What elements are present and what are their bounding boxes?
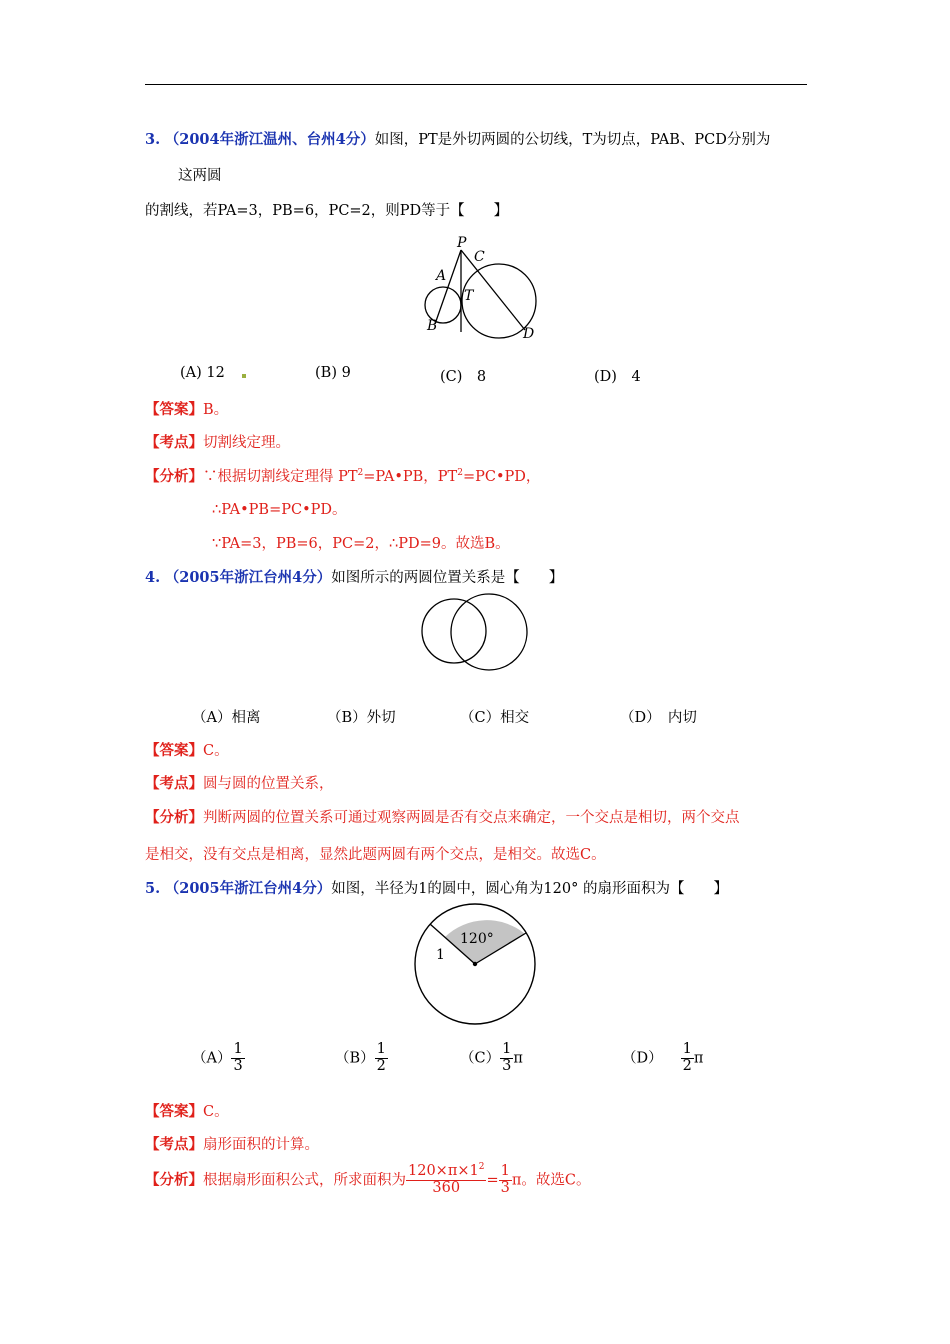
formula-numerator: 120×π×1 [408, 1163, 479, 1179]
q4-analysis-line2: 是相交，没有交点是相离，显然此题两圆有两个交点，是相交。故选C。 [145, 847, 606, 863]
question-4-stem [145, 566, 563, 587]
q4-answer [145, 739, 229, 760]
question-text: 如图所示的两圆位置关系是【 】 [331, 570, 564, 586]
question-number: 5. [145, 880, 161, 897]
fraction [375, 1042, 388, 1075]
question-3-stem-line3: 的割线，若PA=3，PB=6，PC=2，则PD等于【 】 [145, 203, 509, 219]
question-number: 4. [145, 569, 161, 586]
question-text: 如图，半径为1的圆中，圆心角为120° 的扇形面积为【 】 [331, 881, 728, 897]
option-b [335, 1042, 388, 1075]
option-label: （D） [622, 1050, 663, 1067]
superscript: 2 [357, 468, 364, 479]
pi-symbol: π [693, 1050, 704, 1067]
point-text: 圆与圆的位置关系， [203, 776, 334, 792]
label-C: C [474, 249, 485, 265]
option-c: （C）相交 [460, 710, 530, 726]
option-d: (D) 4 [594, 369, 641, 385]
fraction [231, 1042, 244, 1075]
q3-analysis-line2: ∴PA•PB=PC•PD。 [212, 502, 347, 518]
analysis-tag: 【分析】 [145, 468, 203, 485]
label-B: B [427, 318, 438, 334]
result-denominator: 3 [500, 1179, 510, 1196]
q4-analysis-line1 [145, 806, 740, 827]
answer-text: C。 [203, 743, 229, 759]
denominator: 3 [233, 1057, 243, 1074]
option-a: (A) 12 [180, 365, 225, 381]
fraction [681, 1042, 694, 1075]
analysis-end: 。故选C。 [521, 1172, 591, 1189]
option-b: （B）外切 [327, 710, 396, 726]
option-c [460, 1042, 523, 1075]
numerator: 1 [376, 1041, 386, 1057]
option-a [192, 1042, 245, 1075]
result-numerator: 1 [500, 1163, 510, 1179]
analysis-text: 判断两圆的位置关系可通过观察两圆是否有交点来确定，一个交点是相切，两个交点 [203, 810, 740, 826]
option-label: （C） [460, 1050, 501, 1067]
q3-analysis-line1 [145, 465, 540, 486]
header-rule [145, 84, 807, 85]
answer-tag: 【答案】 [145, 401, 203, 418]
q3-point [145, 431, 290, 452]
option-label: （A） [192, 1050, 232, 1067]
point-tag: 【考点】 [145, 1136, 203, 1153]
q5-analysis [145, 1164, 591, 1197]
equals-sign: = [486, 1172, 499, 1189]
label-T: T [464, 288, 474, 304]
formula-denominator: 360 [432, 1179, 461, 1196]
numerator: 1 [233, 1041, 243, 1057]
formula-fraction [406, 1164, 486, 1197]
denominator: 3 [502, 1057, 512, 1074]
point-text: 切割线定理。 [203, 435, 290, 451]
analysis-segment: ∵根据切割线定理得 PT [203, 469, 358, 485]
q4-point [145, 772, 334, 793]
stray-dot [242, 374, 246, 378]
result-fraction [499, 1164, 512, 1197]
q5-figure [408, 902, 543, 1030]
label-A: A [436, 268, 447, 284]
label-P: P [457, 235, 467, 251]
point-tag: 【考点】 [145, 434, 203, 451]
fraction [500, 1042, 513, 1075]
question-3-stem [145, 128, 770, 149]
option-c: (C) 8 [440, 369, 487, 385]
answer-text: C。 [203, 1104, 229, 1120]
question-source: （2005年浙江台州4分） [164, 569, 332, 586]
answer-text: B。 [203, 402, 229, 418]
pi-symbol: π [511, 1172, 522, 1189]
option-b: (B) 9 [315, 365, 351, 381]
analysis-segment: =PC•PD， [462, 469, 541, 485]
point-tag: 【考点】 [145, 775, 203, 792]
numerator: 1 [502, 1041, 512, 1057]
q3-analysis-line3: ∵PA=3，PB=6，PC=2，∴PD=9。故选B。 [212, 536, 510, 552]
question-3-stem-line2: 这两圆 [178, 168, 222, 184]
denominator: 2 [376, 1057, 386, 1074]
q3-answer [145, 398, 228, 419]
q4-figure [418, 593, 533, 675]
question-source: （2004年浙江温州、台州4分） [164, 131, 375, 148]
denominator: 2 [682, 1057, 692, 1074]
option-a: （A）相离 [192, 710, 261, 726]
q5-answer [145, 1100, 229, 1121]
numerator: 1 [682, 1041, 692, 1057]
question-5-stem [145, 877, 728, 898]
angle-label: 120° [460, 931, 494, 947]
superscript: 2 [478, 1162, 485, 1173]
pi-symbol: π [513, 1050, 523, 1067]
analysis-tag: 【分析】 [145, 1171, 203, 1189]
question-text: 如图，PT是外切两圆的公切线，T为切点，PAB、PCD分别为 [374, 132, 771, 148]
point-text: 扇形面积的计算。 [203, 1137, 319, 1153]
label-D: D [523, 326, 535, 342]
superscript: 2 [457, 468, 463, 479]
radius-label: 1 [436, 947, 445, 963]
answer-tag: 【答案】 [145, 1103, 203, 1120]
question-source: （2005年浙江台州4分） [164, 880, 332, 897]
question-number: 3. [145, 131, 161, 148]
option-d: （D） 内切 [620, 710, 697, 726]
analysis-segment: =PA•PB，PT [363, 469, 458, 485]
q5-point [145, 1133, 319, 1154]
option-label: （B） [335, 1050, 375, 1067]
analysis-tag: 【分析】 [145, 809, 203, 826]
option-d [622, 1042, 703, 1075]
analysis-text: 根据扇形面积公式，所求面积为 [203, 1172, 406, 1189]
q3-figure [395, 228, 565, 348]
answer-tag: 【答案】 [145, 742, 203, 759]
